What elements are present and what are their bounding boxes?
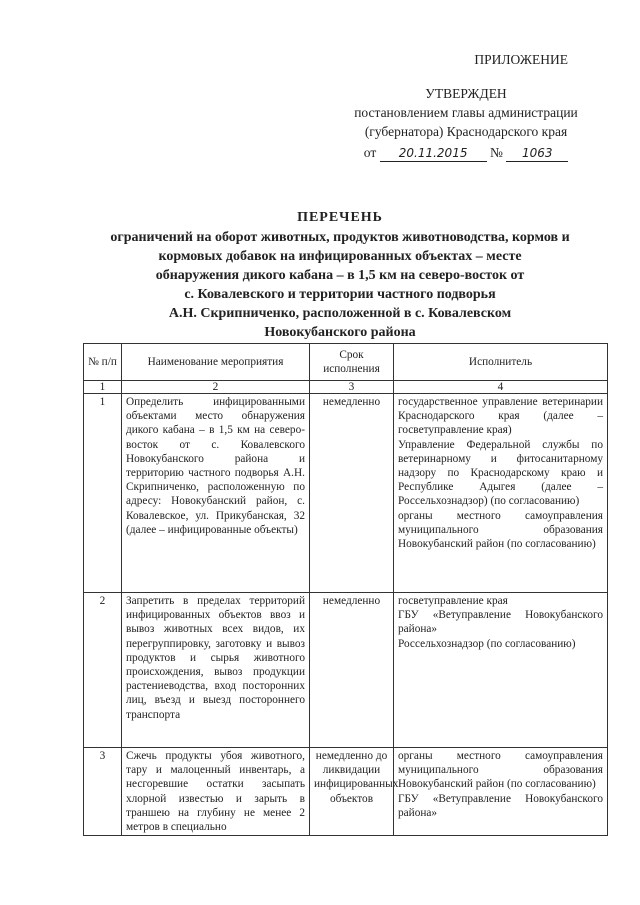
column-number: 4 bbox=[394, 381, 608, 394]
row-term: немедленно до ликвидации инфицированных объектов bbox=[310, 748, 394, 836]
executor-line: ГБУ «Ветуправление Новокубанского района» bbox=[398, 792, 603, 819]
approval-block bbox=[316, 84, 616, 162]
header-action: Наименование мероприятия bbox=[122, 344, 310, 381]
handwritten-date: 20.11.2015 bbox=[380, 146, 487, 162]
executor-line: государственное управление ветеринарии Краснодарского края (далее – госветуправление края) bbox=[398, 396, 603, 437]
approved-label: УТВЕРЖДЕН bbox=[425, 86, 507, 101]
header-term: Срок исполнения bbox=[310, 344, 394, 381]
executor-line: госветуправление края bbox=[398, 595, 508, 607]
row-executor bbox=[394, 593, 608, 748]
number-label: № bbox=[489, 145, 503, 160]
column-number: 1 bbox=[84, 381, 122, 394]
column-number: 3 bbox=[310, 381, 394, 394]
document-title bbox=[60, 208, 620, 342]
header-executor: Исполнитель bbox=[394, 344, 608, 381]
row-executor bbox=[394, 394, 608, 593]
column-numbers-row bbox=[84, 381, 608, 394]
executor-line: ГБУ «Ветуправление Новокубанского района» bbox=[398, 609, 603, 636]
row-number: 3 bbox=[84, 748, 122, 836]
row-executor bbox=[394, 748, 608, 836]
executor-line: органы местного самоуправления муниципального образования Новокубанский район (по согласованию) bbox=[398, 509, 603, 551]
row-action: Сжечь продукты убоя животного, тару и малоценный инвентарь, а несгоревшие остатки засыпать хлорной известью и зарыть в траншею на глубину не менее 2 метров в специально bbox=[122, 748, 310, 836]
from-label: от bbox=[363, 145, 377, 160]
title-line-4: с. Ковалевского и территории частного подворья bbox=[184, 287, 496, 302]
executor-line: Россельхознадзор (по согласованию) bbox=[398, 637, 576, 650]
row-number: 1 bbox=[84, 394, 122, 593]
title-line-1: ограничений на оборот животных, продуктов животноводства, кормов и bbox=[110, 230, 570, 245]
title-line-5: А.Н. Скрипниченко, расположенной в с. Ковалевском bbox=[168, 306, 512, 321]
appendix-label: ПРИЛОЖЕНИЕ bbox=[474, 52, 568, 67]
title-main: ПЕРЕЧЕНЬ bbox=[297, 210, 383, 225]
title-line-3: обнаружения дикого кабана – в 1,5 км на северо-восток от bbox=[155, 268, 525, 283]
executor-line: Управление Федеральной службы по ветеринарному и фитосанитарному надзору по Краснодарскому краю и Республике Адыгея (далее – Россельхознадзор) (по согласованию) bbox=[398, 438, 603, 508]
approval-line-1: постановлением главы администрации bbox=[354, 105, 578, 120]
header-number: № п/п bbox=[84, 344, 122, 381]
row-term: немедленно bbox=[310, 394, 394, 593]
row-number: 2 bbox=[84, 593, 122, 748]
measures-table bbox=[83, 343, 608, 836]
row-action: Определить инфицированными объектами место обнаружения дикого кабана – в 1,5 км на северо-восток от с. Ковалевского Новокубанского района и территорию частного подворья А.Н. Скрипниченко, расположенную по адресу: Новокубанский район, с. Ковалевское, ул. Прикубанская, 32 (далее – инфицированные объекты) bbox=[122, 394, 310, 593]
table-row bbox=[84, 748, 608, 836]
table-row bbox=[84, 394, 608, 593]
approval-signature-line bbox=[316, 143, 616, 162]
table-row bbox=[84, 593, 608, 748]
title-line-2: кормовых добавок на инфицированных объектах – месте bbox=[158, 249, 522, 264]
handwritten-number: 1063 bbox=[506, 146, 568, 162]
column-number: 2 bbox=[122, 381, 310, 394]
row-action: Запретить в пределах территорий инфицированных объектов ввоз и вывоз животных всех видов, их перегруппировку, заготовку и вывоз продуктов и сырья животного происхождения, вывоз продукции растениеводства, вход посторонних лиц, въезд и выезд постороннего транспорта bbox=[122, 593, 310, 748]
table-header-row bbox=[84, 344, 608, 381]
row-term: немедленно bbox=[310, 593, 394, 748]
executor-line: органы местного самоуправления муниципального образования Новокубанский район (по согласованию) bbox=[398, 750, 603, 791]
approval-line-2: (губернатора) Краснодарского края bbox=[364, 124, 568, 139]
title-line-6: Новокубанского района bbox=[264, 325, 416, 340]
